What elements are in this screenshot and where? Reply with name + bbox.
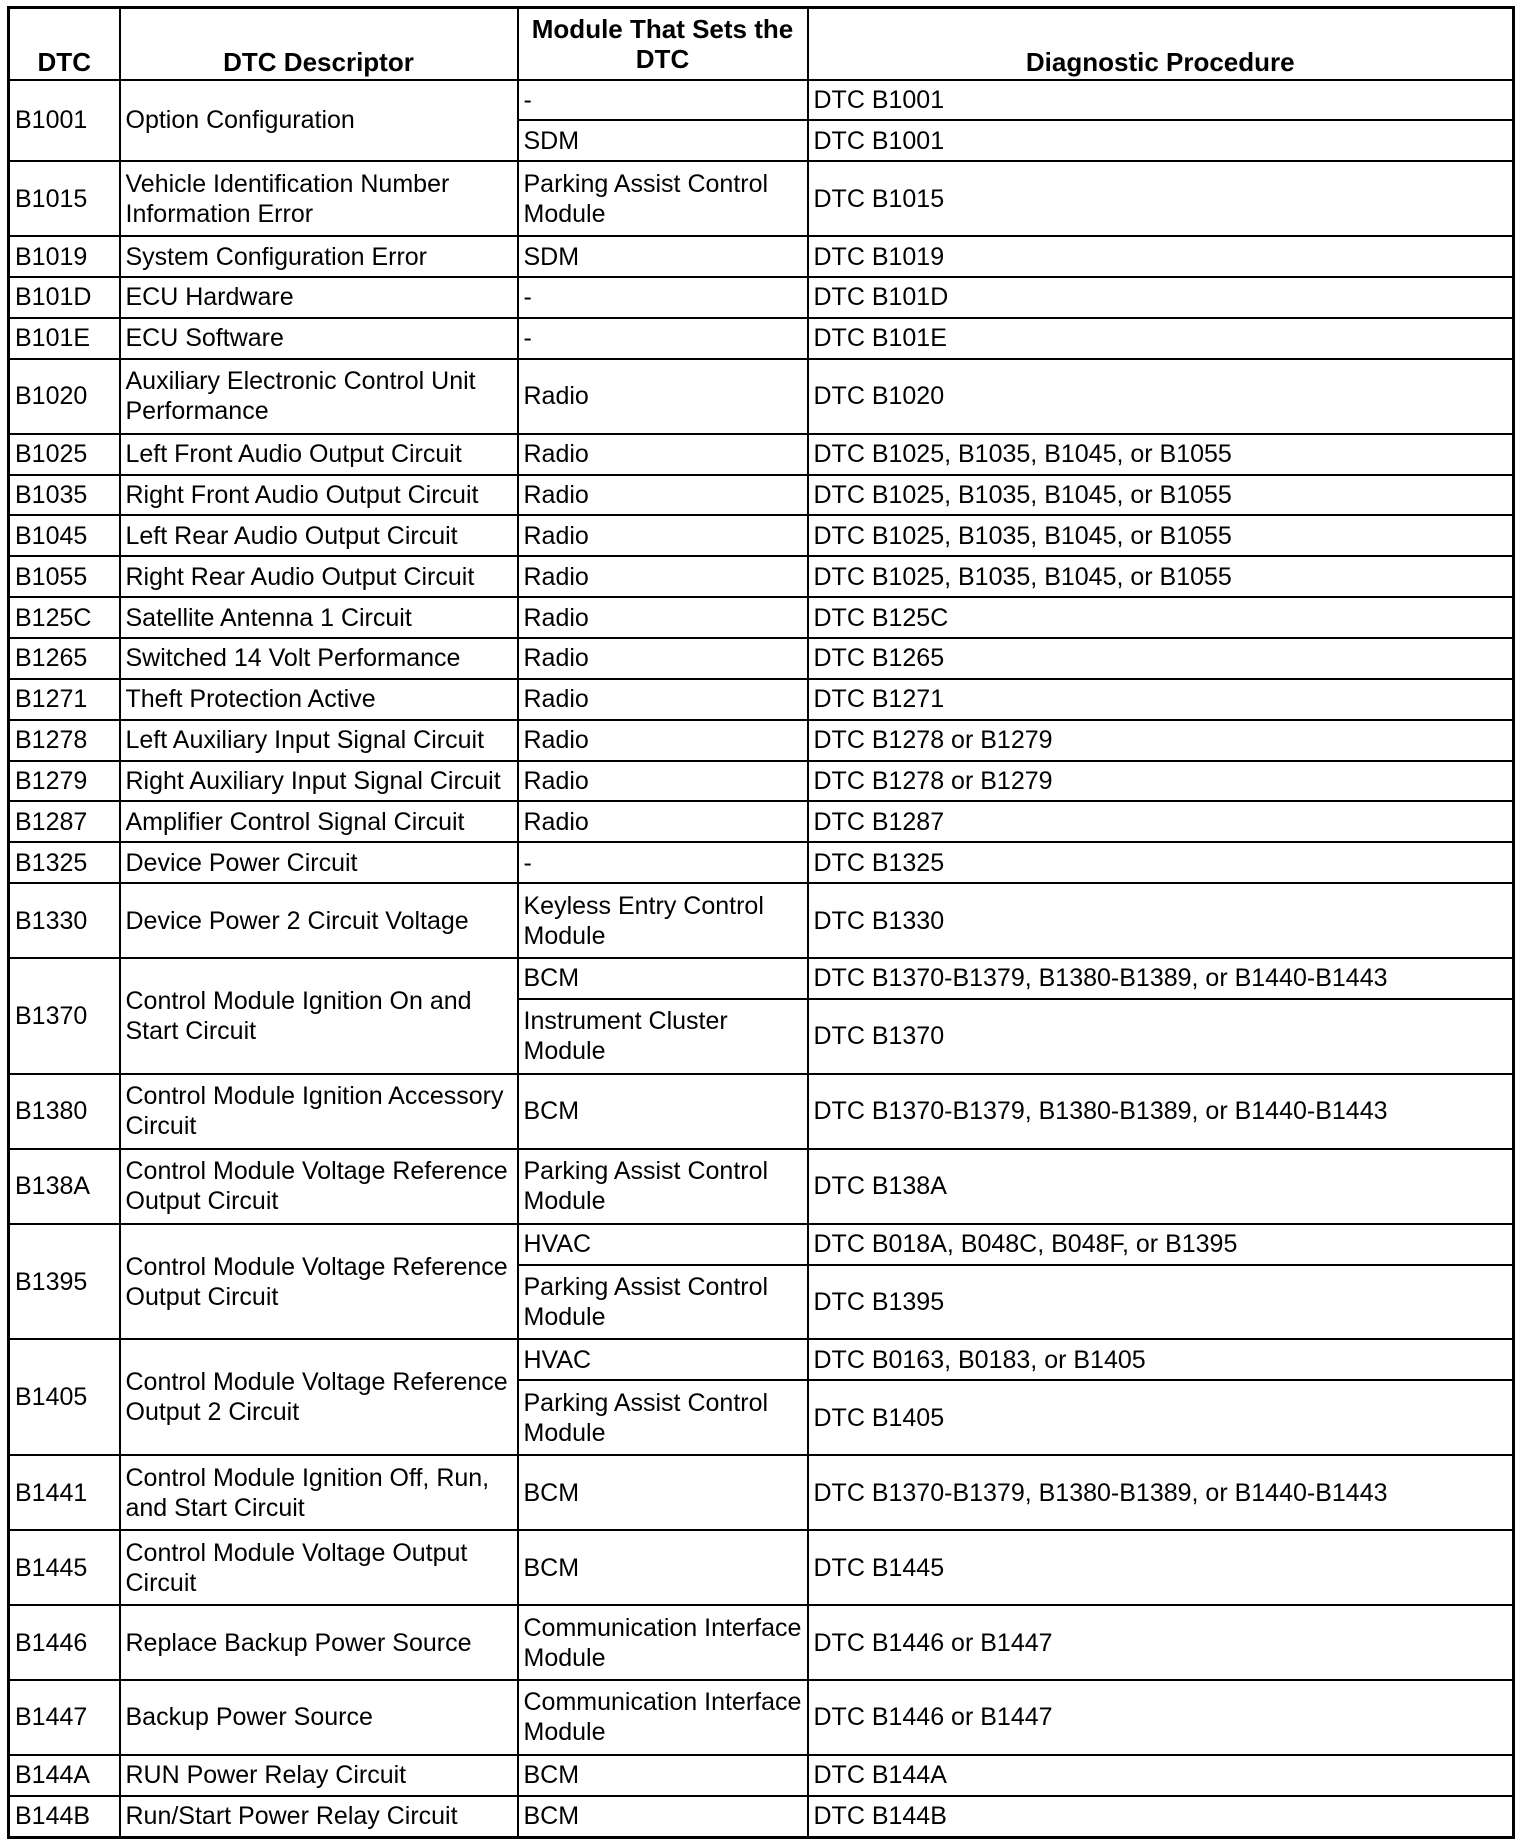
module-cell: HVAC <box>518 1339 808 1380</box>
module-cell: - <box>518 80 808 121</box>
procedure-cell: DTC B1025, B1035, B1045, or B1055 <box>808 515 1514 556</box>
dtc-table <box>7 6 1515 1839</box>
procedure-cell: DTC B144A <box>808 1755 1514 1796</box>
header-dtc: DTC <box>9 8 120 80</box>
dtc-descriptor-cell: Control Module Voltage Reference Output Circuit <box>120 1224 518 1340</box>
dtc-descriptor-cell: Theft Protection Active <box>120 679 518 720</box>
module-cell: Radio <box>518 761 808 802</box>
dtc-code-cell: B1035 <box>9 475 120 516</box>
dtc-code-cell: B1279 <box>9 761 120 802</box>
module-cell: Radio <box>518 556 808 597</box>
table-row <box>9 761 1514 802</box>
procedure-cell: DTC B1271 <box>808 679 1514 720</box>
table-row <box>9 80 1514 121</box>
procedure-cell: DTC B1395 <box>808 1265 1514 1340</box>
dtc-descriptor-cell: Left Rear Audio Output Circuit <box>120 515 518 556</box>
procedure-cell: DTC B1019 <box>808 236 1514 277</box>
table-row <box>9 958 1514 999</box>
module-cell: Radio <box>518 475 808 516</box>
dtc-descriptor-cell: Device Power 2 Circuit Voltage <box>120 883 518 958</box>
dtc-code-cell: B1325 <box>9 842 120 883</box>
dtc-descriptor-cell: Right Rear Audio Output Circuit <box>120 556 518 597</box>
dtc-code-cell: B1370 <box>9 958 120 1074</box>
table-row <box>9 801 1514 842</box>
dtc-code-cell: B1055 <box>9 556 120 597</box>
table-row <box>9 1074 1514 1149</box>
procedure-cell: DTC B1025, B1035, B1045, or B1055 <box>808 434 1514 475</box>
dtc-code-cell: B1380 <box>9 1074 120 1149</box>
table-row <box>9 1755 1514 1796</box>
dtc-code-cell: B1271 <box>9 679 120 720</box>
table-row <box>9 1796 1514 1838</box>
table-row <box>9 1224 1514 1265</box>
dtc-descriptor-cell: Vehicle Identification Number Information Error <box>120 161 518 236</box>
procedure-cell: DTC B1446 or B1447 <box>808 1680 1514 1755</box>
table-row <box>9 1455 1514 1530</box>
dtc-code-cell: B138A <box>9 1149 120 1224</box>
table-row <box>9 883 1514 958</box>
dtc-descriptor-cell: Control Module Ignition Accessory Circuit <box>120 1074 518 1149</box>
table-row <box>9 638 1514 679</box>
module-cell: Radio <box>518 801 808 842</box>
table-row <box>9 842 1514 883</box>
dtc-descriptor-cell: ECU Software <box>120 318 518 359</box>
procedure-cell: DTC B1370-B1379, B1380-B1389, or B1440-B1443 <box>808 1074 1514 1149</box>
dtc-descriptor-cell: System Configuration Error <box>120 236 518 277</box>
module-cell: BCM <box>518 1455 808 1530</box>
dtc-descriptor-cell: Control Module Voltage Reference Output 2 Circuit <box>120 1339 518 1455</box>
dtc-descriptor-cell: Backup Power Source <box>120 1680 518 1755</box>
dtc-descriptor-cell: Option Configuration <box>120 80 518 162</box>
procedure-cell: DTC B101D <box>808 277 1514 318</box>
dtc-descriptor-cell: Control Module Voltage Reference Output Circuit <box>120 1149 518 1224</box>
table-row <box>9 1530 1514 1605</box>
module-cell: SDM <box>518 236 808 277</box>
dtc-code-cell: B1001 <box>9 80 120 162</box>
dtc-descriptor-cell: Left Front Audio Output Circuit <box>120 434 518 475</box>
module-cell: BCM <box>518 1796 808 1838</box>
procedure-cell: DTC B1325 <box>808 842 1514 883</box>
module-cell: Parking Assist Control Module <box>518 1149 808 1224</box>
procedure-cell: DTC B1278 or B1279 <box>808 720 1514 761</box>
dtc-descriptor-cell: Control Module Ignition Off, Run, and Start Circuit <box>120 1455 518 1530</box>
table-row <box>9 359 1514 434</box>
procedure-cell: DTC B138A <box>808 1149 1514 1224</box>
module-cell: Radio <box>518 359 808 434</box>
table-row <box>9 161 1514 236</box>
table-row <box>9 236 1514 277</box>
dtc-code-cell: B1405 <box>9 1339 120 1455</box>
table-row <box>9 679 1514 720</box>
table-row <box>9 597 1514 638</box>
module-cell: Keyless Entry Control Module <box>518 883 808 958</box>
procedure-cell: DTC B1265 <box>808 638 1514 679</box>
module-cell: Radio <box>518 515 808 556</box>
dtc-descriptor-cell: Left Auxiliary Input Signal Circuit <box>120 720 518 761</box>
module-cell: Parking Assist Control Module <box>518 161 808 236</box>
header-module: Module That Sets the DTC <box>518 8 808 80</box>
module-cell: BCM <box>518 1074 808 1149</box>
table-row <box>9 720 1514 761</box>
module-cell: Radio <box>518 720 808 761</box>
table-row <box>9 475 1514 516</box>
module-cell: Parking Assist Control Module <box>518 1380 808 1455</box>
module-cell: BCM <box>518 1755 808 1796</box>
procedure-cell: DTC B1025, B1035, B1045, or B1055 <box>808 556 1514 597</box>
header-descriptor: DTC Descriptor <box>120 8 518 80</box>
dtc-descriptor-cell: Auxiliary Electronic Control Unit Performance <box>120 359 518 434</box>
table-row <box>9 1149 1514 1224</box>
module-cell: Parking Assist Control Module <box>518 1265 808 1340</box>
module-cell: HVAC <box>518 1224 808 1265</box>
table-row <box>9 1680 1514 1755</box>
module-cell: - <box>518 842 808 883</box>
dtc-code-cell: B1330 <box>9 883 120 958</box>
module-cell: Instrument Cluster Module <box>518 999 808 1074</box>
table-row <box>9 277 1514 318</box>
procedure-cell: DTC B1287 <box>808 801 1514 842</box>
procedure-cell: DTC B1001 <box>808 80 1514 121</box>
dtc-code-cell: B1020 <box>9 359 120 434</box>
dtc-descriptor-cell: Control Module Ignition On and Start Circuit <box>120 958 518 1074</box>
table-row <box>9 318 1514 359</box>
procedure-cell: DTC B0163, B0183, or B1405 <box>808 1339 1514 1380</box>
dtc-descriptor-cell: Device Power Circuit <box>120 842 518 883</box>
module-cell: Radio <box>518 679 808 720</box>
dtc-code-cell: B1025 <box>9 434 120 475</box>
dtc-descriptor-cell: Switched 14 Volt Performance <box>120 638 518 679</box>
table-row <box>9 515 1514 556</box>
procedure-cell: DTC B1405 <box>808 1380 1514 1455</box>
module-cell: Radio <box>518 638 808 679</box>
dtc-descriptor-cell: ECU Hardware <box>120 277 518 318</box>
dtc-code-cell: B125C <box>9 597 120 638</box>
dtc-descriptor-cell: RUN Power Relay Circuit <box>120 1755 518 1796</box>
dtc-code-cell: B101E <box>9 318 120 359</box>
module-cell: BCM <box>518 1530 808 1605</box>
table-body <box>9 80 1514 1838</box>
procedure-cell: DTC B1330 <box>808 883 1514 958</box>
procedure-cell: DTC B1020 <box>808 359 1514 434</box>
dtc-code-cell: B1447 <box>9 1680 120 1755</box>
procedure-cell: DTC B1370-B1379, B1380-B1389, or B1440-B1443 <box>808 1455 1514 1530</box>
dtc-code-cell: B1278 <box>9 720 120 761</box>
dtc-code-cell: B1045 <box>9 515 120 556</box>
procedure-cell: DTC B018A, B048C, B048F, or B1395 <box>808 1224 1514 1265</box>
dtc-code-cell: B1441 <box>9 1455 120 1530</box>
module-cell: SDM <box>518 120 808 161</box>
procedure-cell: DTC B101E <box>808 318 1514 359</box>
dtc-code-cell: B1446 <box>9 1605 120 1680</box>
dtc-code-cell: B1015 <box>9 161 120 236</box>
dtc-descriptor-cell: Control Module Voltage Output Circuit <box>120 1530 518 1605</box>
dtc-descriptor-cell: Satellite Antenna 1 Circuit <box>120 597 518 638</box>
dtc-code-cell: B1019 <box>9 236 120 277</box>
module-cell: - <box>518 277 808 318</box>
procedure-cell: DTC B1370 <box>808 999 1514 1074</box>
dtc-code-cell: B1395 <box>9 1224 120 1340</box>
module-cell: BCM <box>518 958 808 999</box>
procedure-cell: DTC B1445 <box>808 1530 1514 1605</box>
procedure-cell: DTC B1025, B1035, B1045, or B1055 <box>808 475 1514 516</box>
dtc-descriptor-cell: Run/Start Power Relay Circuit <box>120 1796 518 1838</box>
table-row <box>9 556 1514 597</box>
dtc-descriptor-cell: Right Front Audio Output Circuit <box>120 475 518 516</box>
procedure-cell: DTC B1015 <box>808 161 1514 236</box>
procedure-cell: DTC B1278 or B1279 <box>808 761 1514 802</box>
procedure-cell: DTC B1001 <box>808 120 1514 161</box>
table-row <box>9 434 1514 475</box>
dtc-code-cell: B144A <box>9 1755 120 1796</box>
dtc-code-cell: B144B <box>9 1796 120 1838</box>
procedure-cell: DTC B1446 or B1447 <box>808 1605 1514 1680</box>
module-cell: Communication Interface Module <box>518 1605 808 1680</box>
dtc-code-cell: B1445 <box>9 1530 120 1605</box>
module-cell: Radio <box>518 597 808 638</box>
module-cell: Communication Interface Module <box>518 1680 808 1755</box>
module-cell: Radio <box>518 434 808 475</box>
procedure-cell: DTC B144B <box>808 1796 1514 1838</box>
dtc-descriptor-cell: Amplifier Control Signal Circuit <box>120 801 518 842</box>
procedure-cell: DTC B125C <box>808 597 1514 638</box>
table-row <box>9 1339 1514 1380</box>
header-row <box>9 8 1514 80</box>
procedure-cell: DTC B1370-B1379, B1380-B1389, or B1440-B1443 <box>808 958 1514 999</box>
dtc-code-cell: B101D <box>9 277 120 318</box>
header-procedure: Diagnostic Procedure <box>808 8 1514 80</box>
dtc-code-cell: B1287 <box>9 801 120 842</box>
module-cell: - <box>518 318 808 359</box>
dtc-code-cell: B1265 <box>9 638 120 679</box>
dtc-descriptor-cell: Right Auxiliary Input Signal Circuit <box>120 761 518 802</box>
dtc-descriptor-cell: Replace Backup Power Source <box>120 1605 518 1680</box>
table-row <box>9 1605 1514 1680</box>
